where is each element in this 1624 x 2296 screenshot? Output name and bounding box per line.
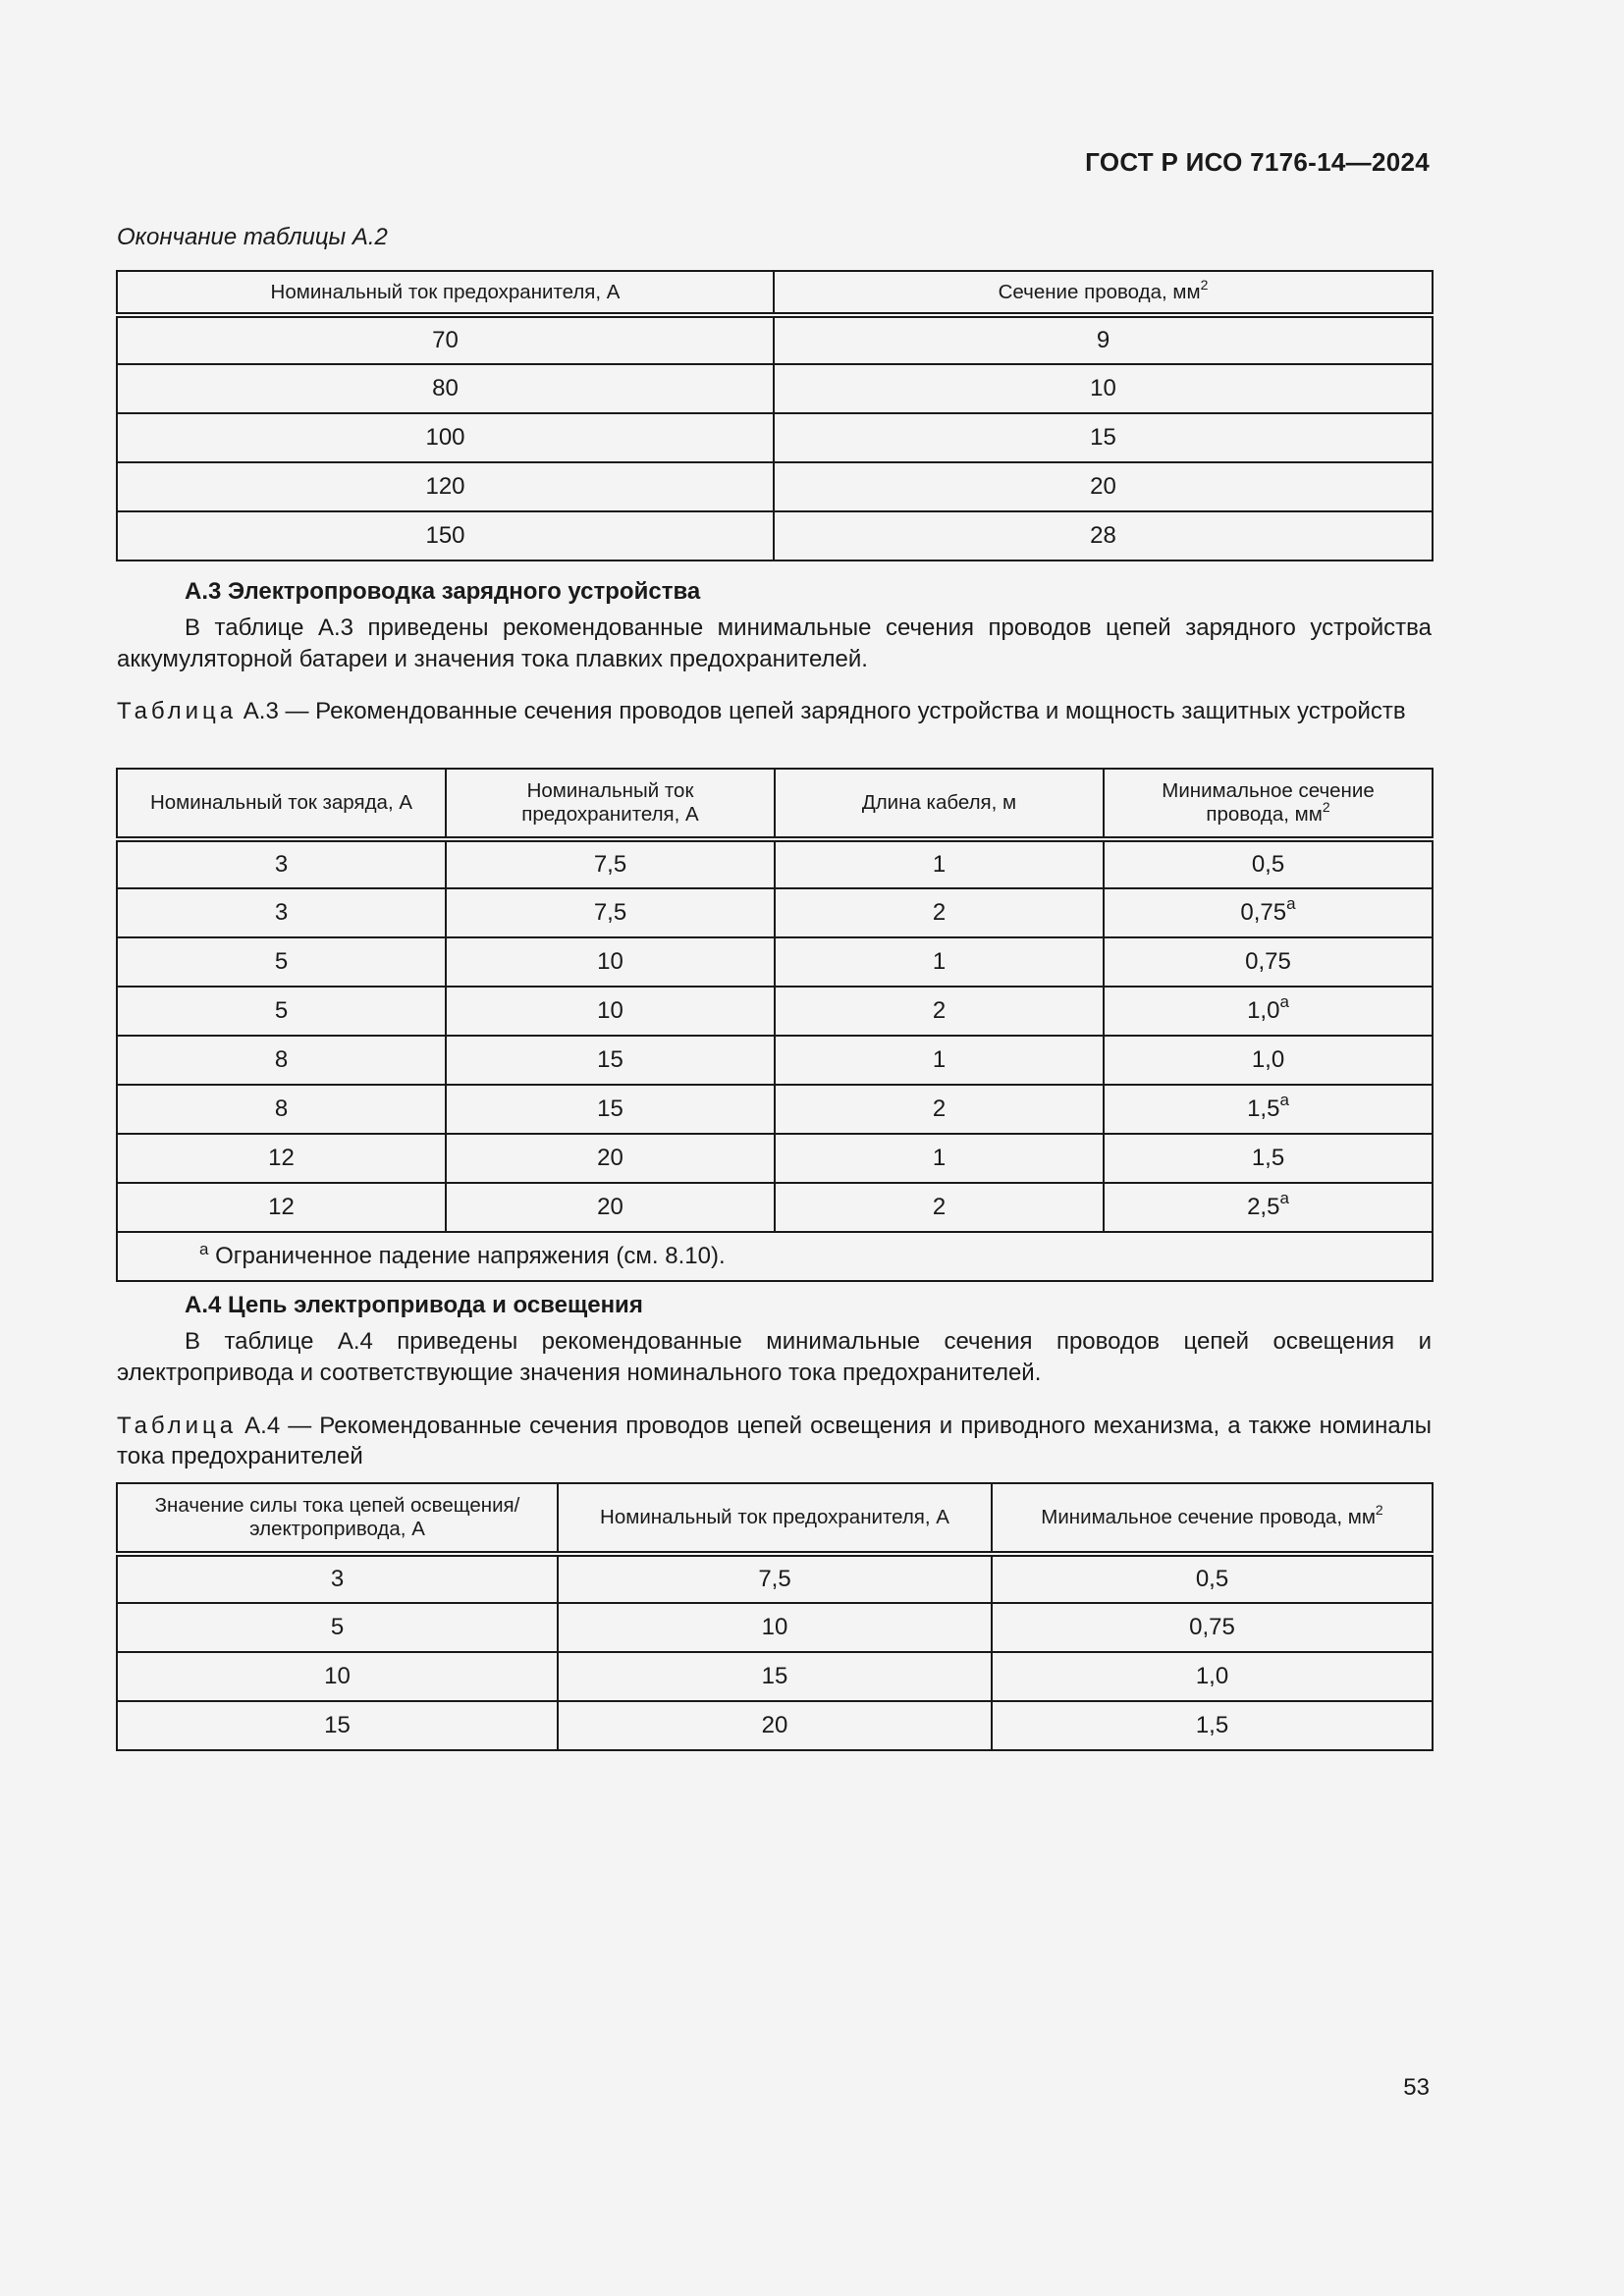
table-cell: 2	[775, 888, 1104, 937]
table-cell: 2,5$^a$	[1104, 1183, 1433, 1232]
table-cell: 2	[775, 1183, 1104, 1232]
table-cell: 3	[117, 839, 446, 888]
table-cell: 1,0	[992, 1652, 1433, 1701]
table-row	[117, 364, 1433, 413]
table-cell: 20	[558, 1701, 992, 1750]
page-number: 53	[1403, 2074, 1430, 2101]
table-cell: 1,5	[1104, 1134, 1433, 1183]
table-header: Значение силы тока цепей освещения/ электропривода, А	[117, 1483, 558, 1554]
table-row	[117, 1134, 1433, 1183]
table-cell: 15	[446, 1036, 775, 1085]
table-cell: 0,75	[992, 1603, 1433, 1652]
table-cell: 80	[117, 364, 774, 413]
table-cell: 1	[775, 1134, 1104, 1183]
table-cell: 7,5	[446, 888, 775, 937]
table-header: Длина кабеля, м	[775, 769, 1104, 839]
document-code: ГОСТ Р ИСО 7176-14—2024	[1085, 147, 1430, 177]
table-a3	[116, 768, 1434, 1282]
table-row	[117, 1183, 1433, 1232]
table-row	[117, 1701, 1433, 1750]
table-footnote: $^a$ Ограниченное падение напряжения (см. 8.10).	[117, 1232, 1433, 1281]
table-header: Номинальный ток предохранителя, А	[558, 1483, 992, 1554]
table-cell: 9	[774, 315, 1433, 364]
table-cell: 150	[117, 511, 774, 561]
table-cell: 10	[446, 937, 775, 987]
table-cell: 10	[446, 987, 775, 1036]
table-cell: 120	[117, 462, 774, 511]
table-cell: 0,5	[1104, 839, 1433, 888]
table-cell: 12	[117, 1183, 446, 1232]
table-cell: 5	[117, 937, 446, 987]
table-cell: 7,5	[446, 839, 775, 888]
table-row	[117, 1085, 1433, 1134]
table-cell: 10	[558, 1603, 992, 1652]
table-row	[117, 1652, 1433, 1701]
table-cell: 20	[446, 1134, 775, 1183]
table-cell: 0,75$^a$	[1104, 888, 1433, 937]
table-cell: 0,75	[1104, 937, 1433, 987]
table-cell: 5	[117, 987, 446, 1036]
table-cell: 7,5	[558, 1554, 992, 1603]
table-cell: 15	[774, 413, 1433, 462]
table-header: Номинальный ток предохранителя, А	[446, 769, 775, 839]
table-cell: 1	[775, 1036, 1104, 1085]
table-cell: 70	[117, 315, 774, 364]
table-row	[117, 413, 1433, 462]
table-cell: 1,5$^a$	[1104, 1085, 1433, 1134]
table-row	[117, 987, 1433, 1036]
table-cell: 15	[117, 1701, 558, 1750]
table-a2	[116, 270, 1434, 561]
table-cell: 10	[774, 364, 1433, 413]
table-cell: 8	[117, 1085, 446, 1134]
table-cell: 20	[774, 462, 1433, 511]
table-row	[117, 315, 1433, 364]
table-cell: 1	[775, 839, 1104, 888]
table-header: Номинальный ток предохранителя, А	[117, 271, 774, 315]
section-heading-a3: А.3 Электропроводка зарядного устройства	[185, 578, 701, 605]
table-cell: 0,5	[992, 1554, 1433, 1603]
table-continuation-label: Окончание таблицы А.2	[117, 224, 388, 250]
table-cell: 1,0	[1104, 1036, 1433, 1085]
table-caption-a4: Таблица А.4 — Рекомендованные сечения проводов цепей освещения и приводного механизма, а также номиналы тока предохранителей	[117, 1413, 1432, 1469]
table-cell: 3	[117, 888, 446, 937]
table-row	[117, 1036, 1433, 1085]
section-heading-a4: А.4 Цепь электропривода и освещения	[185, 1292, 643, 1318]
table-row	[117, 937, 1433, 987]
table-cell: 15	[446, 1085, 775, 1134]
table-cell: 1,5	[992, 1701, 1433, 1750]
table-cell: 10	[117, 1652, 558, 1701]
table-row	[117, 839, 1433, 888]
table-header: Номинальный ток заряда, А	[117, 769, 446, 839]
table-header: Минимальное сечение провода, $мм^2$	[992, 1483, 1433, 1554]
table-footnote-row	[117, 1232, 1433, 1281]
table-header: Сечение провода, $мм^2$	[774, 271, 1433, 315]
table-cell: 1	[775, 937, 1104, 987]
table-row	[117, 462, 1433, 511]
table-row	[117, 888, 1433, 937]
table-cell: 3	[117, 1554, 558, 1603]
table-cell: 100	[117, 413, 774, 462]
table-header: Минимальное сечение провода, $мм^2$	[1104, 769, 1433, 839]
table-cell: 28	[774, 511, 1433, 561]
table-cell: 20	[446, 1183, 775, 1232]
table-cell: 1,0$^a$	[1104, 987, 1433, 1036]
table-caption-a3: Таблица А.3 — Рекомендованные сечения проводов цепей зарядного устройства и мощность защитных устройств	[117, 698, 1406, 724]
table-cell: 12	[117, 1134, 446, 1183]
table-cell: 5	[117, 1603, 558, 1652]
table-row	[117, 1554, 1433, 1603]
table-row	[117, 511, 1433, 561]
section-paragraph-a3: В таблице А.3 приведены рекомендованные минимальные сечения проводов цепей зарядного устройства аккумуляторной батареи и значения тока плавких предохранителей.	[117, 614, 1432, 672]
table-cell: 8	[117, 1036, 446, 1085]
section-paragraph-a4: В таблице А.4 приведены рекомендованные минимальные сечения проводов цепей освещения и электропривода и соответствующие значения номинального тока предохранителей.	[117, 1328, 1432, 1386]
table-cell: 15	[558, 1652, 992, 1701]
table-cell: 2	[775, 987, 1104, 1036]
table-row	[117, 1603, 1433, 1652]
table-cell: 2	[775, 1085, 1104, 1134]
table-a4	[116, 1482, 1434, 1751]
